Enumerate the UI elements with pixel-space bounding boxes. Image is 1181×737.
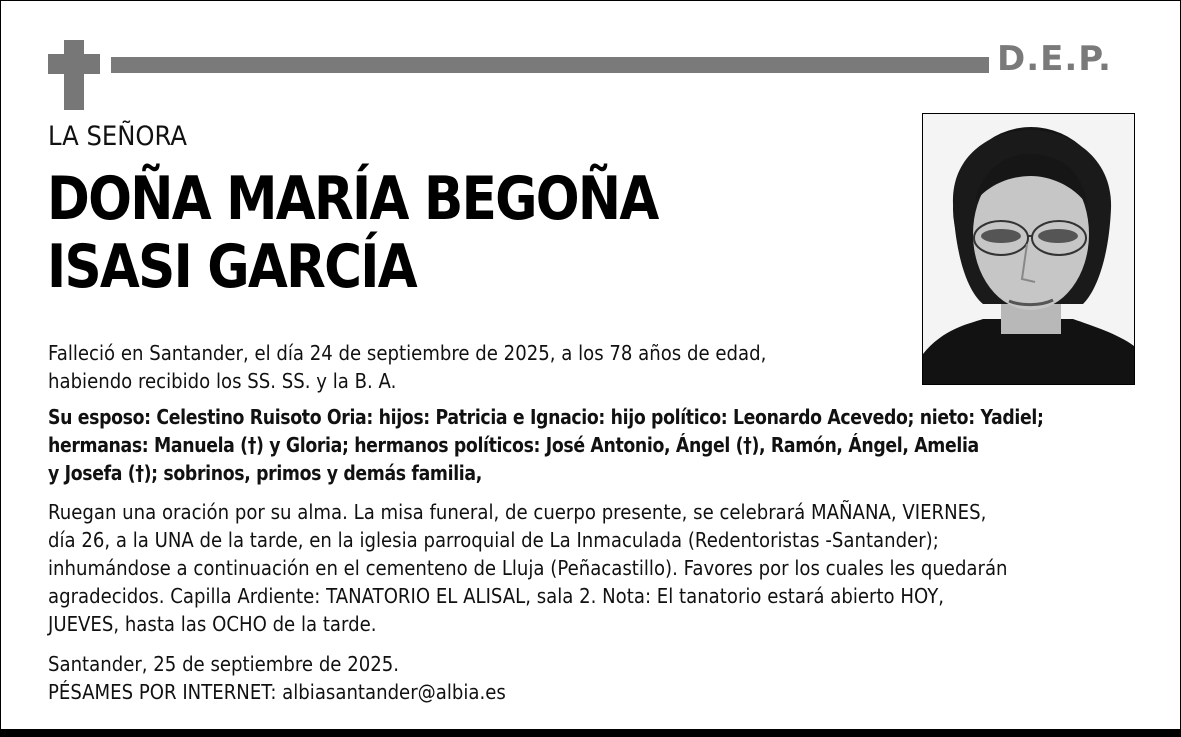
deceased-name-line2: ISASI GARCÍA bbox=[47, 232, 417, 302]
deceased-name-line1: DOÑA MARÍA BEGOÑA bbox=[47, 164, 658, 234]
footer bbox=[48, 650, 506, 706]
death-line-1: Falleció en Santander, el día 24 de septiembre de 2025, a los 78 años de edad, bbox=[48, 341, 767, 365]
family-list bbox=[48, 403, 1044, 487]
service-line-5: JUEVES, hasta las OCHO de la tarde. bbox=[48, 612, 377, 636]
service-details bbox=[48, 498, 1008, 638]
service-line-3: inhumándose a continuación en el cementeno de Lluja (Peñacastillo). Favores por los cuales les quedarán bbox=[48, 556, 1008, 580]
place-date: Santander, 25 de septiembre de 2025. bbox=[48, 652, 400, 676]
service-line-2: día 26, a la UNA de la tarde, en la iglesia parroquial de La Inmaculada (Redentoristas -Santander); bbox=[48, 528, 939, 552]
dep-heading: D.E.P. bbox=[997, 39, 1112, 79]
title-prefix: LA SEÑORA bbox=[48, 121, 188, 152]
service-line-4: agradecidos. Capilla Ardiente: TANATORIO EL ALISAL, sala 2. Nota: El tanatorio estará abierto HOY, bbox=[48, 584, 945, 608]
latin-cross-icon bbox=[64, 40, 84, 110]
family-line-3: y Josefa (†); sobrinos, primos y demás familia, bbox=[48, 461, 482, 485]
family-line-1: Su esposo: Celestino Ruisoto Oria: hijos: Patricia e Ignacio: hijo político: Leonardo Acevedo; nieto: Yadiel; bbox=[48, 405, 1044, 429]
service-line-1: Ruegan una oración por su alma. La misa funeral, de cuerpo presente, se celebrará MAÑANA, VIERNES, bbox=[48, 500, 987, 524]
death-line-2: habiendo recibido los SS. SS. y la B. A. bbox=[48, 369, 397, 393]
condolences-contact: PÉSAMES POR INTERNET: albiasantander@albia.es bbox=[48, 680, 506, 704]
portrait-photo bbox=[922, 113, 1135, 385]
family-line-2: hermanas: Manuela (†) y Gloria; hermanos políticos: José Antonio, Ángel (†), Ramón, Ángel, Amelia bbox=[48, 433, 979, 457]
header-rule bbox=[111, 57, 989, 73]
latin-cross-icon-bar bbox=[48, 54, 100, 74]
deceased-name bbox=[47, 165, 658, 301]
portrait-image bbox=[923, 114, 1134, 384]
death-announcement bbox=[48, 339, 766, 395]
